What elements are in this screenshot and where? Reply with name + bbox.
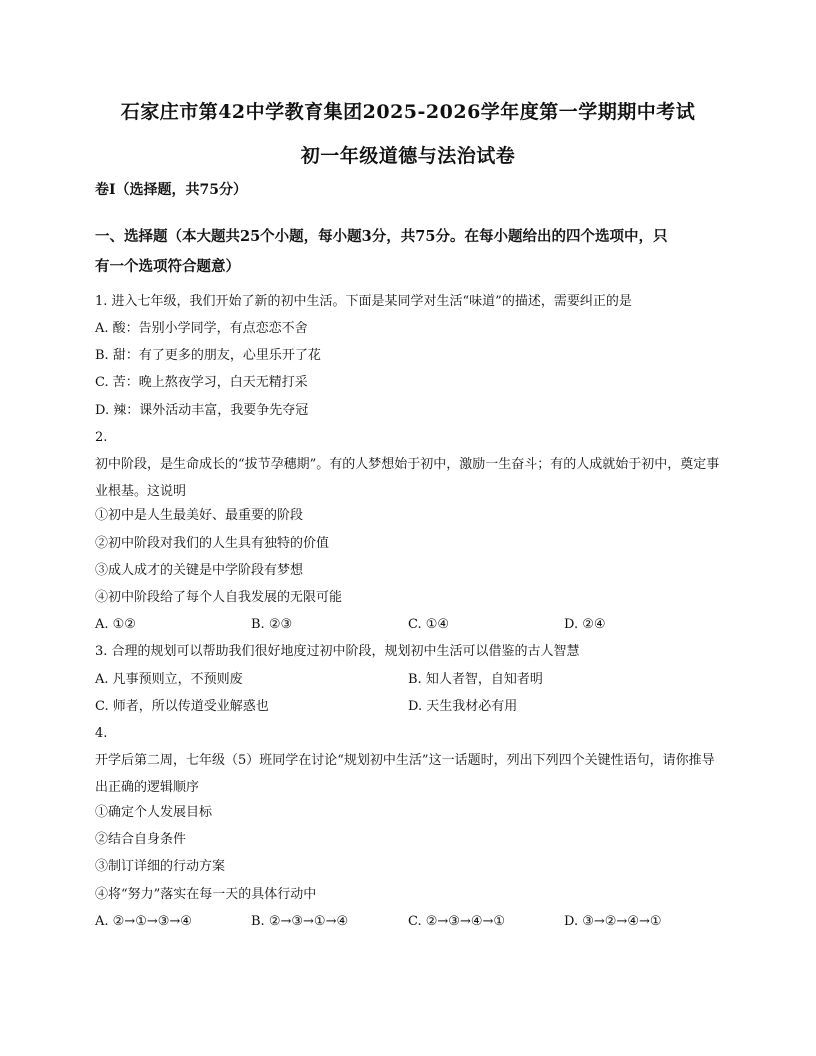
option-a: A. 酸：告别小学同学，有点恋恋不舍 <box>95 321 308 336</box>
exam-subtitle: 初一年级道德与法治试卷 <box>300 145 516 167</box>
option-b: B. ②③ <box>251 617 293 632</box>
option-d: D. ③→②→④→① <box>564 914 662 929</box>
exam-title: 石家庄市第42中学教育集团2025-2026学年度第一学期期中考试 <box>120 101 696 123</box>
option-c: C. 苦：晚上熬夜学习，白天无精打采 <box>95 375 308 390</box>
statement-4: ④初中阶段给了每个人自我发展的无限可能 <box>95 590 343 605</box>
question-number: 2. <box>95 430 108 445</box>
option-a: A. 凡事预则立，不预则废 <box>95 672 243 687</box>
statement-2: ②结合自身条件 <box>95 832 187 847</box>
option-b: B. ②→③→①→④ <box>251 914 349 929</box>
statement-1: ①初中是人生最美好、最重要的阶段 <box>95 508 304 523</box>
option-b: B. 甜：有了更多的朋友，心里乐开了花 <box>95 348 321 363</box>
statement-3: ③制订详细的行动方案 <box>95 859 226 874</box>
question-stem: 1. 进入七年级，我们开始了新的初中生活。下面是某同学对生活“味道”的描述，需要纠正的是 <box>95 294 632 309</box>
option-c: C. ②→③→④→① <box>408 914 506 929</box>
statement-2: ②初中阶段对我们的人生具有独特的价值 <box>95 536 330 551</box>
question-stem: 3. 合理的规划可以帮助我们很好地度过初中阶段，规划初中生活可以借鉴的古人智慧 <box>95 644 580 659</box>
question-stem: 开学后第二周，七年级（5）班同学在讨论“规划初中生活”这一话题时，列出下列四个关键性语句，请你推导出正确的逻辑顺序 <box>95 753 715 795</box>
statement-1: ①确定个人发展目标 <box>95 805 213 820</box>
option-d: D. ②④ <box>564 617 606 632</box>
statement-4: ④将“努力”落实在每一天的具体行动中 <box>95 887 317 902</box>
option-d: D. 天生我材必有用 <box>408 699 518 714</box>
question-number: 4. <box>95 726 108 741</box>
option-b: B. 知人者智，自知者明 <box>408 672 543 687</box>
option-d: D. 辣：课外活动丰富，我要争先夺冠 <box>95 403 309 418</box>
option-c: C. ①④ <box>408 617 450 632</box>
statement-3: ③成人成才的关键是中学阶段有梦想 <box>95 563 304 578</box>
option-a: A. ①② <box>95 617 136 632</box>
part-heading: 卷Ⅰ（选择题，共75分） <box>95 182 248 198</box>
section-heading-line2: 有一个选项符合题意） <box>95 258 240 275</box>
section-heading-line1: 一、选择题（本大题共25个小题，每小题3分，共75分。在每小题给出的四个选项中，只 <box>95 228 668 245</box>
question-stem: 初中阶段，是生命成长的“拔节孕穗期”。有的人梦想始于初中，激励一生奋斗；有的人成就始于初中，奠定事业根基。这说明 <box>95 457 720 499</box>
option-a: A. ②→①→③→④ <box>95 914 192 929</box>
option-c: C. 师者，所以传道受业解惑也 <box>95 699 269 714</box>
